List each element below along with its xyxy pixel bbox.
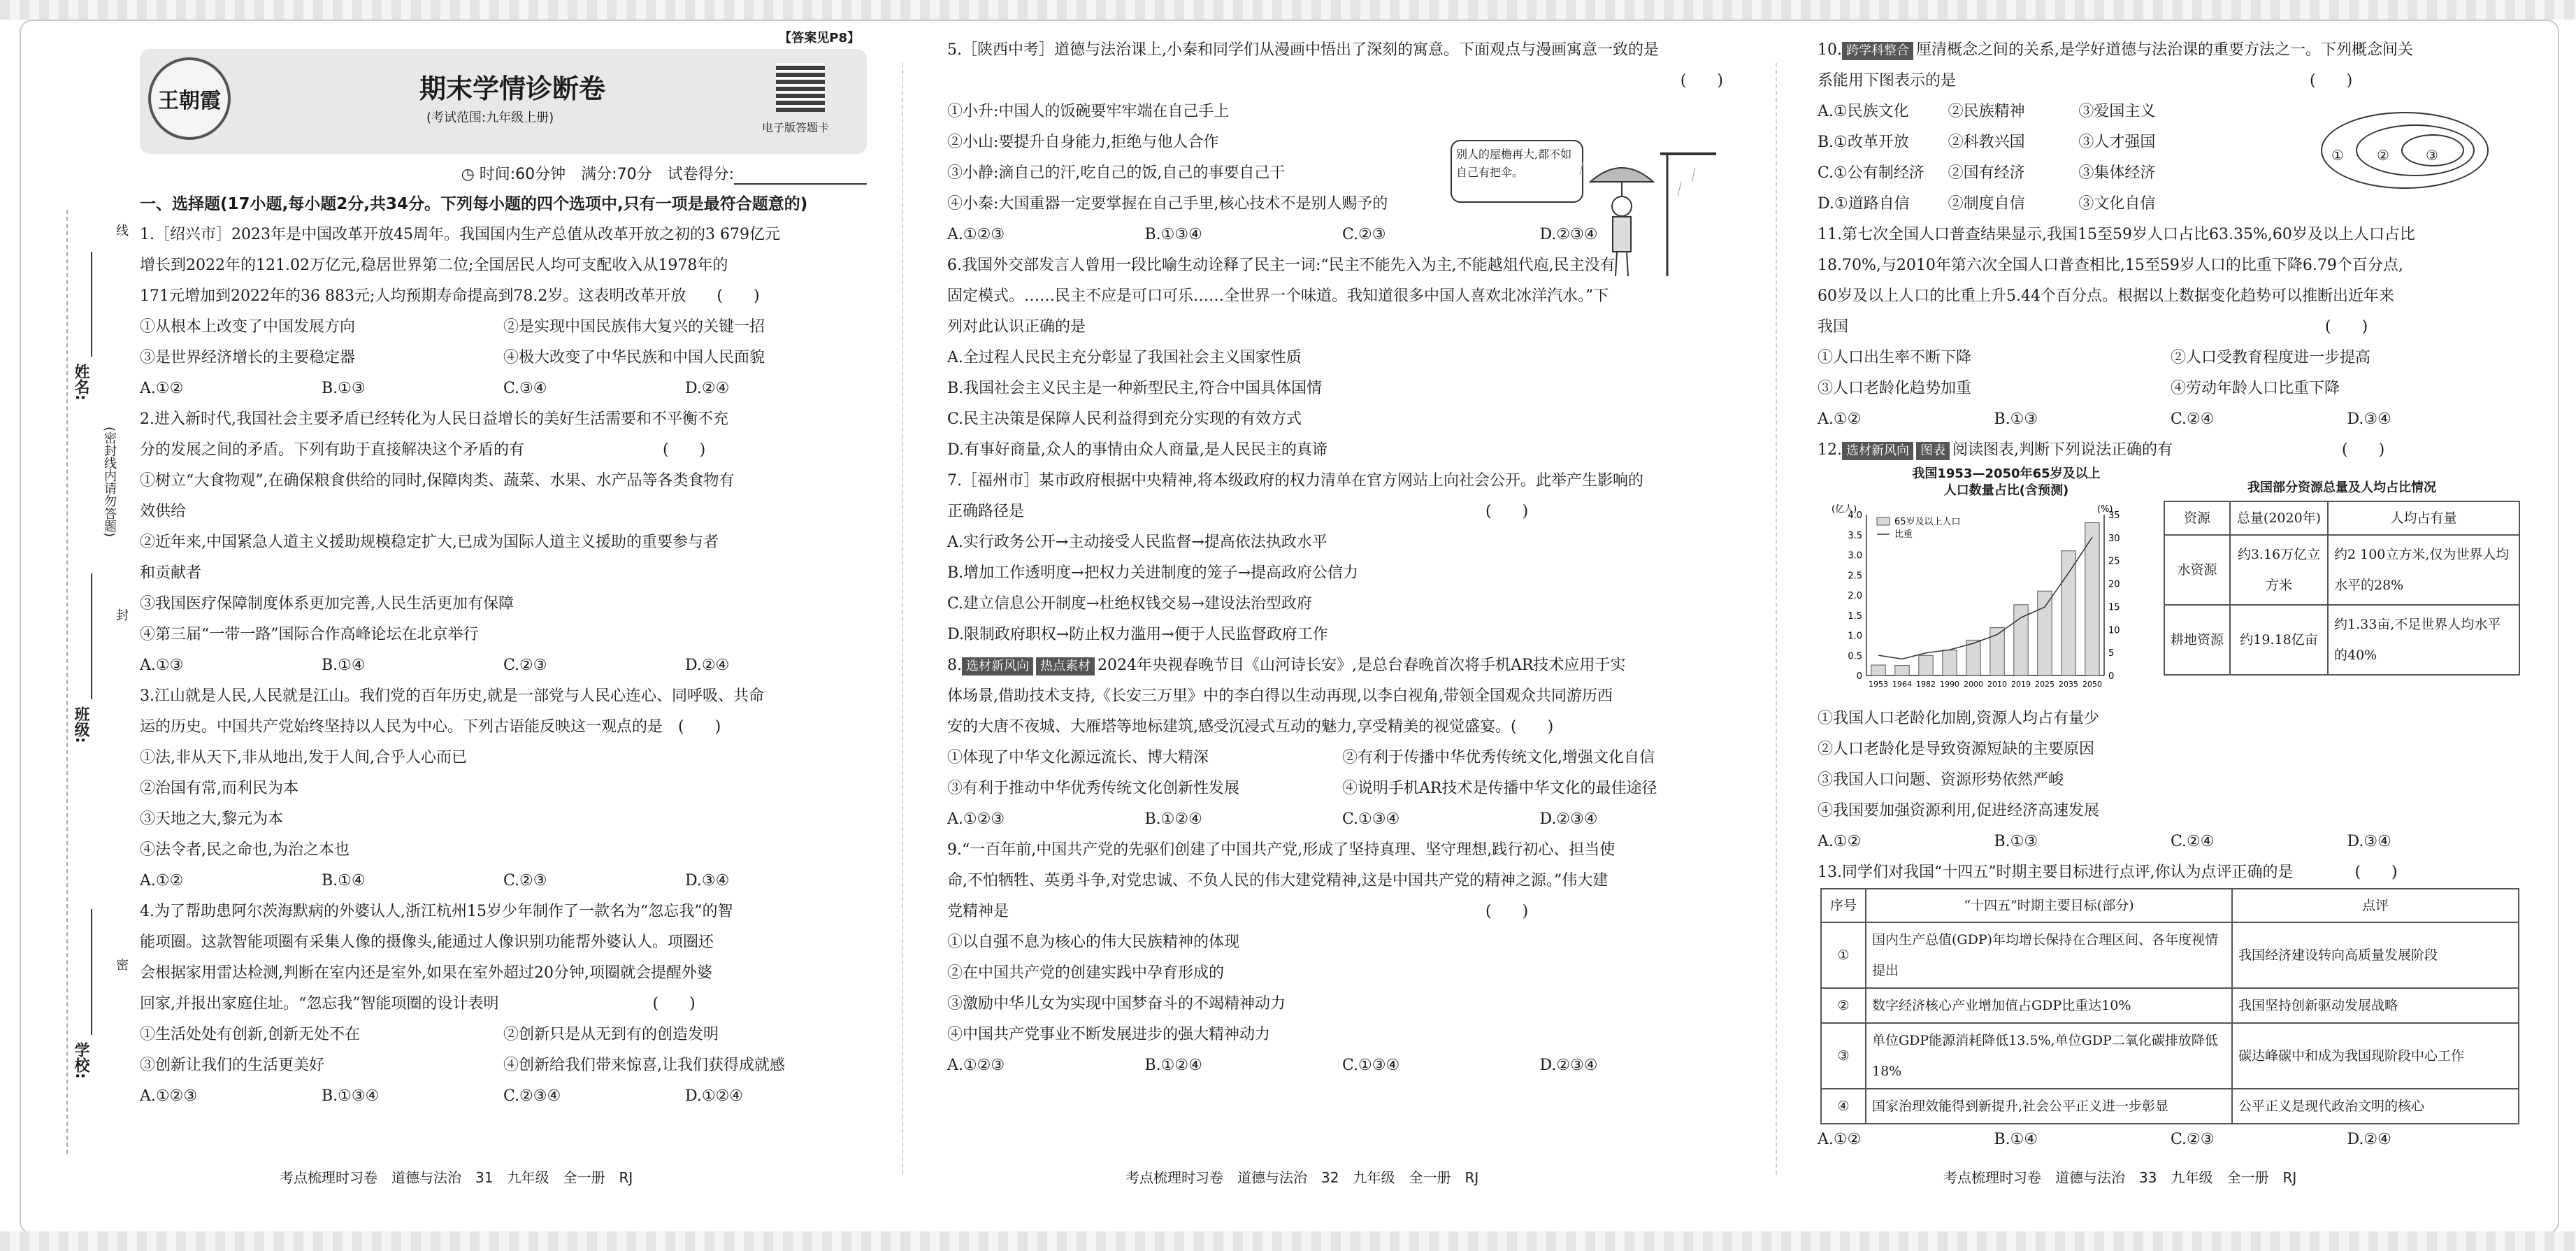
chart-title-line: 人口数量占比(含预测) bbox=[1943, 483, 2069, 498]
goals-table bbox=[1820, 888, 2519, 1124]
school-blank[interactable] bbox=[91, 909, 92, 1035]
stem-line: 1.［绍兴市］2023年是中国改革开放45周年。我国国内生产总值从改革开放之初的3 679亿元 bbox=[140, 226, 780, 243]
question-5 bbox=[947, 35, 1737, 250]
stem-line: 列对此认识正确的是 bbox=[947, 318, 1086, 336]
seal-mi: 线 bbox=[114, 224, 129, 236]
q8-number: 8. bbox=[947, 657, 962, 674]
statement: ③人口老龄化趋势加重 bbox=[1818, 380, 1972, 397]
y-tick-label: 1.0 bbox=[1848, 631, 1862, 642]
x-tick-label: 2019 bbox=[2011, 680, 2031, 689]
name-blank[interactable] bbox=[91, 252, 92, 357]
y-tick-label: 0.5 bbox=[1848, 651, 1862, 662]
question-1 bbox=[140, 220, 867, 404]
statement: ②人口受教育程度进一步提高 bbox=[2171, 349, 2371, 366]
table-cell: 耕地资源 bbox=[2164, 605, 2230, 675]
top-border bbox=[0, 0, 2576, 20]
x-tick-label: 2035 bbox=[2059, 680, 2078, 689]
statement: ③我国人口问题、资源形势依然严峻 bbox=[1818, 771, 2064, 789]
stem-line: 固定模式。……民主不应是可口可乐……全世界一个味道。我知道很多中国人喜欢北冰洋汽水。”下 bbox=[947, 287, 1609, 305]
question-11 bbox=[1818, 220, 2524, 435]
stem-line: 我国 ( ) bbox=[1818, 318, 2368, 336]
qr-code-icon[interactable] bbox=[776, 63, 825, 112]
chart-title bbox=[1859, 466, 2153, 499]
figure-area bbox=[1818, 466, 2524, 703]
choice-a[interactable]: A.①②③ bbox=[947, 226, 1005, 243]
choice-d[interactable]: D.②④ bbox=[685, 380, 730, 397]
option-a-item: ②民族精神 bbox=[1948, 103, 2025, 120]
table-cell: 约2 100立方米,仅为世界人均水平的28% bbox=[2328, 535, 2519, 605]
speech-bubble: 别人的屋檐再大,都不如自己有把伞。 bbox=[1451, 140, 1583, 203]
choice-a[interactable]: A.①②③ bbox=[947, 1057, 1005, 1074]
choice-a[interactable]: A.①② bbox=[1818, 833, 1862, 850]
statement: ④我国要加强资源利用,促进经济高速发展 bbox=[1818, 802, 2099, 820]
stem-line: 5.［陕西中考］道德与法治课上,小秦和同学们从漫画中悟出了深刻的寓意。下面观点与漫画寓意一致的是 bbox=[947, 41, 1659, 59]
choice-a[interactable]: A.①②③ bbox=[140, 1087, 198, 1105]
seal-line bbox=[66, 210, 68, 1154]
statement: ④极大改变了中华民族和中国人民面貌 bbox=[503, 349, 765, 366]
stem-line: 2024年央视春晚节目《山河诗长安》,是总台春晚首次将手机AR技术应用于实 bbox=[1098, 657, 1626, 674]
statement: ③激励中华儿女为实现中国梦奋斗的不竭精神动力 bbox=[947, 995, 1286, 1013]
question-4 bbox=[140, 896, 867, 1112]
legend-label: 65岁及以上人口 bbox=[1894, 517, 1961, 527]
y-tick-label: 1.5 bbox=[1848, 610, 1862, 622]
statement: ①树立“大食物观”,在确保粮食供给的同时,保障肉类、蔬菜、水果、水产品等各类食物有 bbox=[140, 472, 735, 489]
stem-line: 60岁及以上人口的比重上升5.44个百分点。根据以上数据变化趋势可以推断出近年来 bbox=[1818, 287, 2394, 305]
table-cell: 国家治理效能得到新提升,社会公平正义进一步彰显 bbox=[1866, 1089, 2232, 1124]
statement: ③创新让我们的生活更美好 bbox=[140, 1057, 325, 1074]
question-7 bbox=[947, 466, 1737, 650]
exam-meta bbox=[140, 161, 867, 189]
statement: ①生活处处有创新,创新无处不在 bbox=[140, 1026, 360, 1043]
choice-b[interactable]: B.增加工作透明度→把权力关进制度的笼子→提高政府公信力 bbox=[947, 564, 1359, 582]
page-footer: 考点梳理时习卷 道德与法治 32 九年级 全一册 RJ bbox=[1125, 1169, 1479, 1186]
school-label: 学校: bbox=[72, 1042, 89, 1079]
option-b-item: ②科教兴国 bbox=[1948, 134, 2025, 151]
y2-tick-label: 25 bbox=[2108, 556, 2120, 567]
statement: ③我国医疗保障制度体系更加完善,人民生活更加有保障 bbox=[140, 595, 514, 613]
choice-d[interactable]: D.③④ bbox=[2347, 833, 2391, 850]
statement: ②有利于传播中华优秀传统文化,增强文化自信 bbox=[1342, 749, 1655, 766]
statement: ④法令者,民之命也,为治之本也 bbox=[140, 841, 350, 859]
choice-b[interactable]: B.我国社会主义民主是一种新型民主,符合中国具体国情 bbox=[947, 380, 1323, 397]
question-3 bbox=[140, 681, 867, 896]
y-tick-label: 2.0 bbox=[1848, 591, 1862, 601]
choice-c[interactable]: C.②③ bbox=[1342, 226, 1386, 243]
stem-line: 能项圈。这款智能项圈有采集人像的摄像头,能通过人像识别功能帮外婆认人。项圈还 bbox=[140, 934, 714, 951]
page-31 bbox=[140, 31, 867, 1196]
x-tick-label: 2025 bbox=[2035, 680, 2055, 689]
statement: ①人口出生率不断下降 bbox=[1818, 349, 1972, 366]
stem-line: 4.为了帮助患阿尔茨海默病的外婆认人,浙江杭州15岁少年制作了一款名为“忽忘我”的智 bbox=[140, 903, 733, 920]
table-cell: ① bbox=[1821, 922, 1866, 988]
venn-label: ① bbox=[2331, 147, 2344, 164]
question-9 bbox=[947, 835, 1737, 1081]
bar bbox=[2061, 551, 2075, 675]
option-b-item: ③人才强国 bbox=[2078, 134, 2156, 151]
choice-c[interactable]: C.③④ bbox=[503, 380, 547, 397]
venn-label: ② bbox=[2377, 147, 2389, 164]
question-6 bbox=[947, 250, 1737, 466]
statement: ①从根本上改变了中国发展方向 bbox=[140, 318, 356, 336]
table-header: 资源 bbox=[2164, 501, 2230, 535]
stem-line: 13.同学们对我国“十四五”时期主要目标进行点评,你认为点评正确的是 ( ) bbox=[1818, 864, 2398, 881]
table-cell: 公平正义是现代政治文明的核心 bbox=[2232, 1089, 2519, 1124]
stem-line: 增长到2022年的121.02万亿元,稳居世界第二位;全国居民人均可支配收入从1978年的 bbox=[140, 257, 728, 274]
stem-line: 体场景,借助技术支持,《长安三万里》中的李白得以生动再现,以李白视角,带领全国观众共同游历西 bbox=[947, 687, 1613, 705]
choice-d[interactable]: D.②④ bbox=[2347, 1131, 2391, 1148]
table-header: 总量(2020年) bbox=[2230, 501, 2328, 535]
statement: ②是实现中国民族伟大复兴的关键一招 bbox=[503, 318, 765, 336]
y2-tick-label: 0 bbox=[2108, 671, 2115, 682]
choice-b[interactable]: B.①④ bbox=[1994, 1131, 2038, 1148]
option-c-item[interactable]: C.①公有制经济 bbox=[1818, 164, 1924, 182]
stem-line: 7.［福州市］某市政府根据中央精神,将本级政府的权力清单在官方网站上向社会公开。此举产生影响的 bbox=[947, 472, 1643, 489]
option-d-item[interactable]: D.①道路自信 bbox=[1818, 195, 1910, 213]
y-tick-label: 3.5 bbox=[1848, 530, 1862, 541]
statement: ①我国人口老龄化加剧,资源人均占有量少 bbox=[1818, 710, 2099, 727]
y2-tick-label: 5 bbox=[2108, 648, 2115, 659]
stem-line: 安的大唐不夜城、大雁塔等地标建筑,感受沉浸式互动的魅力,享受精美的视觉盛宴。( ) bbox=[947, 718, 1554, 736]
choice-d[interactable]: D.②③④ bbox=[1539, 810, 1598, 828]
table-cell: 约3.16万亿立方米 bbox=[2230, 535, 2328, 605]
choice-b[interactable]: B.①③④ bbox=[322, 1087, 380, 1105]
statement: ④小秦:大国重器一定要掌握在自己手里,核心技术不是别人赐予的 bbox=[947, 195, 1388, 213]
stem-line: 2.进入新时代,我国社会主要矛盾已经转化为人民日益增长的美好生活需要和不平衡不充 bbox=[140, 410, 728, 428]
stem-line: 系能用下图表示的是 ( ) bbox=[1818, 72, 2353, 90]
table-header: 人均占有量 bbox=[2328, 501, 2519, 535]
y2-tick-label: 35 bbox=[2108, 510, 2120, 521]
page-32 bbox=[947, 35, 1737, 1196]
table-cell: 我国坚持创新驱动发展战略 bbox=[2232, 988, 2519, 1023]
statement: ②在中国共产党的创建实践中孕育形成的 bbox=[947, 964, 1225, 982]
page-footer: 考点梳理时习卷 道德与法治 31 九年级 全一册 RJ bbox=[280, 1169, 633, 1186]
statement: ③是世界经济增长的主要稳定器 bbox=[140, 349, 356, 366]
x-tick-label: 2050 bbox=[2082, 680, 2102, 689]
choice-b[interactable]: B.①②④ bbox=[1144, 810, 1202, 828]
choice-c[interactable]: C.①③④ bbox=[1342, 810, 1400, 828]
choice-d[interactable]: D.有事好商量,众人的事情由众人商量,是人民民主的真谛 bbox=[947, 441, 1327, 459]
table-header: 点评 bbox=[2232, 889, 2519, 922]
question-2 bbox=[140, 404, 867, 681]
choice-a[interactable]: A.①② bbox=[140, 872, 184, 889]
x-tick-label: 2010 bbox=[1987, 680, 2007, 689]
stem-line: 正确路径是 ( ) bbox=[947, 503, 1529, 520]
meta-text: 时间:60分钟 满分:70分 试卷得分: bbox=[479, 166, 734, 183]
option-c-item: ②国有经济 bbox=[1948, 164, 2025, 182]
cartoon bbox=[1451, 140, 1716, 280]
y2-tick-label: 10 bbox=[2108, 625, 2120, 636]
statement: ①以自强不息为核心的伟大民族精神的体现 bbox=[947, 934, 1240, 951]
ratio-line bbox=[1878, 537, 2092, 659]
choice-d[interactable]: D.③④ bbox=[685, 872, 730, 889]
choice-b[interactable]: B.①②④ bbox=[1144, 1057, 1202, 1074]
bar bbox=[1943, 650, 1957, 675]
stem-line: 11.第七次全国人口普查结果显示,我国15至59岁人口占比63.35%,60岁及以上人口占比 bbox=[1818, 226, 2415, 243]
table-cell: ④ bbox=[1821, 1089, 1866, 1124]
table-cell: 碳达峰碳中和成为我国现阶段中心工作 bbox=[2232, 1023, 2519, 1089]
option-d-item: ②制度自信 bbox=[1948, 195, 2025, 213]
choice-c[interactable]: C.②④ bbox=[2171, 833, 2215, 850]
class-blank[interactable] bbox=[91, 573, 92, 699]
choice-c[interactable]: C.②③ bbox=[503, 657, 547, 674]
stem-line: 6.我国外交部发言人曾用一段比喻生动诠释了民主一词:“民主不能先入为主,不能越俎代庖,民主没有 bbox=[947, 257, 1616, 274]
choice-d[interactable]: D.②③④ bbox=[1539, 1057, 1598, 1074]
y-tick-label: 0 bbox=[1856, 671, 1862, 682]
table-header: 序号 bbox=[1821, 889, 1866, 922]
qr-label: 电子版答题卡 bbox=[762, 121, 830, 134]
option-d-item: ③文化自信 bbox=[2078, 195, 2156, 213]
stem-line: 回家,并报出家庭住址。“忽忘我”智能项圈的设计表明 ( ) bbox=[140, 995, 696, 1013]
chart-title-line: 我国1953—2050年65岁及以上 bbox=[1912, 466, 2101, 481]
score-blank[interactable] bbox=[734, 165, 867, 185]
statement: ②小山:要提升自身能力,拒绝与他人合作 bbox=[947, 134, 1219, 151]
section-heading: 一、选择题(17小题,每小题2分,共34分。下列每小题的四个选项中,只有一项是最符合题意的) bbox=[140, 195, 808, 213]
table-cell: ② bbox=[1821, 988, 1866, 1023]
class-label: 班级: bbox=[72, 706, 89, 743]
x-tick-label: 1953 bbox=[1869, 680, 1888, 689]
page-title: 期末学情诊断卷 bbox=[419, 73, 606, 104]
choice-c[interactable]: C.②③④ bbox=[503, 1087, 561, 1105]
stem-line: 18.70%,与2010年第六次全国人口普查相比,15至59岁人口的比重下降6.79个百分点, bbox=[1818, 257, 2403, 274]
stem-line: 9.“一百年前,中国共产党的先驱们创建了中国共产党,形成了坚持真理、坚守理想,践行初心、担当使 bbox=[947, 841, 1616, 859]
statement: ①体现了中华文化源远流长、博大精深 bbox=[947, 749, 1209, 766]
statement: ④中国共产党事业不断发展进步的强大精神动力 bbox=[947, 1026, 1271, 1043]
umbrella-figure-icon bbox=[1451, 140, 1716, 280]
statement: 和贡献者 bbox=[140, 564, 202, 582]
option-a-item: ③爱国主义 bbox=[2078, 103, 2156, 120]
choice-a[interactable]: A.①② bbox=[1818, 410, 1862, 428]
tag-badge: 图表 bbox=[1916, 442, 1950, 460]
y2-tick-label: 30 bbox=[2108, 533, 2120, 544]
bar bbox=[1966, 640, 1980, 675]
option-c-item: ③集体经济 bbox=[2078, 164, 2156, 182]
tag-badge: 热点素材 bbox=[1036, 657, 1095, 675]
choice-a[interactable]: A.①② bbox=[140, 380, 184, 397]
choice-c[interactable]: C.②③ bbox=[503, 872, 547, 889]
statement: ②人口老龄化是导致资源短缺的主要原因 bbox=[1818, 741, 2095, 758]
choice-c[interactable]: C.②④ bbox=[2171, 410, 2215, 428]
stem-line: 厘清概念之间的关系,是学好道德与法治课的重要方法之一。下列概念间关 bbox=[1916, 41, 2413, 59]
stem-line: 分的发展之间的矛盾。下列有助于直接解决这个矛盾的有 ( ) bbox=[140, 441, 706, 459]
column-divider bbox=[1776, 63, 1777, 1175]
stem-line: 3.江山就是人民,人民就是江山。我们党的百年历史,就是一部党与人民心连心、同呼吸、共命 bbox=[140, 687, 764, 705]
statement: ④创新给我们带来惊喜,让我们获得成就感 bbox=[503, 1057, 785, 1074]
question-13 bbox=[1818, 857, 2524, 1155]
stem-line: 171元增加到2022年的36 883元;人均预期寿命提高到78.2岁。这表明改革开放 ( ) bbox=[140, 287, 760, 305]
answer-ref: 【答案见P8】 bbox=[779, 31, 860, 45]
choice-d[interactable]: D.③④ bbox=[2347, 410, 2391, 428]
table-title: 我国部分资源总量及人均占比情况 bbox=[2247, 480, 2436, 495]
bottom-border bbox=[0, 1231, 2576, 1251]
exam-header bbox=[140, 31, 867, 154]
statement: ③天地之大,黎元为本 bbox=[140, 810, 283, 828]
table-cell: 国内生产总值(GDP)年均增长保持在合理区间、各年度视情提出 bbox=[1866, 922, 2232, 988]
legend-label: 比重 bbox=[1894, 529, 1913, 540]
page-33 bbox=[1818, 35, 2524, 1196]
choice-b[interactable]: B.①③④ bbox=[1144, 226, 1202, 243]
venn-label: ③ bbox=[2426, 147, 2438, 164]
q12-number: 12. bbox=[1818, 441, 1842, 459]
choice-c[interactable]: C.民主决策是保障人民利益得到充分实现的有效方式 bbox=[947, 410, 1302, 428]
stem-line: 党精神是 ( ) bbox=[947, 903, 1529, 920]
choice-a[interactable]: A.①③ bbox=[140, 657, 184, 674]
question-12 bbox=[1818, 435, 2524, 857]
column-divider bbox=[902, 63, 903, 1175]
table-cell: 我国经济建设转向高质量发展阶段 bbox=[2232, 922, 2519, 988]
statement: ③小静:滴自己的汗,吃自己的饭,自己的事要自己干 bbox=[947, 164, 1286, 182]
x-tick-label: 1964 bbox=[1892, 680, 1912, 689]
nested-venn-diagram bbox=[2321, 112, 2489, 189]
choice-b[interactable]: B.①④ bbox=[322, 872, 366, 889]
choice-b[interactable]: B.①③ bbox=[1994, 410, 2038, 428]
question-8 bbox=[947, 650, 1737, 835]
question-10 bbox=[1818, 35, 2524, 220]
seal-note: (密封线内请勿答题) bbox=[102, 427, 117, 538]
choice-c[interactable]: C.①③④ bbox=[1342, 1057, 1400, 1074]
y-tick-label: 2.5 bbox=[1848, 571, 1862, 582]
y-tick-label: 4.0 bbox=[1848, 510, 1862, 521]
statement: 效供给 bbox=[140, 503, 187, 520]
statement: ②治国有常,而利民为本 bbox=[140, 780, 298, 797]
option-b-item[interactable]: B.①改革开放 bbox=[1818, 134, 1909, 151]
page-footer: 考点梳理时习卷 道德与法治 33 九年级 全一册 RJ bbox=[1943, 1169, 2297, 1186]
bar bbox=[2038, 591, 2052, 675]
statement: ④第三届“一带一路”国际合作高峰论坛在北京举行 bbox=[140, 626, 479, 643]
choice-d[interactable]: D.限制政府职权→防止权力滥用→便于人民监督政府工作 bbox=[947, 626, 1328, 643]
bar bbox=[1919, 655, 1933, 675]
table-cell: 约19.18亿亩 bbox=[2230, 605, 2328, 675]
y2-unit-label: (%) bbox=[2097, 504, 2113, 515]
exam-scope: (考试范围:九年级上册) bbox=[426, 110, 554, 125]
choice-c[interactable]: C.②③ bbox=[2171, 1131, 2215, 1148]
table-header: “十四五”时期主要目标(部分) bbox=[1866, 889, 2232, 922]
statement: ④劳动年龄人口比重下降 bbox=[2171, 380, 2340, 397]
choice-d[interactable]: D.②④ bbox=[685, 657, 730, 674]
statement: ①法,非从天下,非从地出,发于人间,合乎人心而已 bbox=[140, 749, 467, 766]
table-cell: 约1.33亩,不足世界人均水平的40% bbox=[2328, 605, 2519, 675]
statement: ②近年来,中国紧急人道主义援助规模稳定扩大,已成为国际人道主义援助的重要参与者 bbox=[140, 534, 719, 551]
population-chart bbox=[1825, 501, 2153, 703]
choice-d[interactable]: D.①②④ bbox=[685, 1087, 744, 1105]
statement: ④说明手机AR技术是传播中华文化的最佳途径 bbox=[1342, 780, 1657, 797]
legend-swatch bbox=[1877, 517, 1890, 525]
choice-b[interactable]: B.①③ bbox=[322, 380, 366, 397]
choice-a[interactable]: A.实行政务公开→主动接受人民监督→提高依法执政水平 bbox=[947, 534, 1327, 551]
resource-table bbox=[2164, 501, 2520, 675]
bar bbox=[1895, 666, 1909, 675]
seal-feng: 封 bbox=[114, 608, 129, 621]
x-tick-label: 1990 bbox=[1940, 680, 1959, 689]
x-tick-label: 2000 bbox=[1964, 680, 1983, 689]
x-tick-label: 1982 bbox=[1916, 680, 1936, 689]
y-unit-label: (亿人) bbox=[1832, 504, 1857, 515]
statement: ②创新只是从无到有的创造发明 bbox=[503, 1026, 719, 1043]
stem-line: 命,不怕牺牲、英勇斗争,对党忠诚、不负人民的伟大建党精神,这是中国共产党的精神之源。”伟大建 bbox=[947, 872, 1609, 889]
choice-b[interactable]: B.①③ bbox=[1994, 833, 2038, 850]
table-cell: 水资源 bbox=[2164, 535, 2230, 605]
bar bbox=[1871, 665, 1885, 675]
stem-line: 会根据家用雷达检测,判断在室内还是室外,如果在室外超过20分钟,项圈就会提醒外婆 bbox=[140, 964, 712, 982]
q10-number: 10. bbox=[1818, 41, 1842, 59]
seal-mi2: 密 bbox=[114, 958, 129, 971]
y-tick-label: 3.0 bbox=[1848, 550, 1862, 562]
stem-line: 阅读图表,判断下列说法正确的有 ( ) bbox=[1952, 441, 2385, 459]
answer-paren: ( ) bbox=[1680, 72, 1723, 90]
tag-badge: 跨学科整合 bbox=[1842, 42, 1913, 60]
choice-a[interactable]: A.全过程人民民主充分彰显了我国社会主义国家性质 bbox=[947, 349, 1302, 366]
y2-tick-label: 15 bbox=[2108, 602, 2120, 613]
stem-line: 运的历史。中国共产党始终坚持以人民为中心。下列古语能反映这一观点的是 ( ) bbox=[140, 718, 721, 736]
choice-b[interactable]: B.①④ bbox=[322, 657, 366, 674]
tag-badge: 选材新风向 bbox=[962, 657, 1033, 675]
choice-a[interactable]: A.①②③ bbox=[947, 810, 1005, 828]
brand-logo: 王朝霞 bbox=[148, 57, 231, 140]
tag-badge: 选材新风向 bbox=[1842, 442, 1913, 460]
statement: ③有利于推动中华优秀传统文化创新性发展 bbox=[947, 780, 1240, 797]
choice-c[interactable]: C.建立信息公开制度→杜绝权钱交易→建设法治型政府 bbox=[947, 595, 1312, 613]
y2-tick-label: 20 bbox=[2108, 579, 2120, 590]
table-cell: 单位GDP能源消耗降低13.5%,单位GDP二氧化碳排放降低18% bbox=[1866, 1023, 2232, 1089]
option-a-item[interactable]: A.①民族文化 bbox=[1818, 103, 1909, 120]
choice-d[interactable]: D.②③④ bbox=[1539, 226, 1598, 243]
statement: ①小升:中国人的饭碗要牢牢端在自己手上 bbox=[947, 103, 1230, 120]
name-label: 姓名: bbox=[72, 364, 89, 401]
clock-icon: ◷ bbox=[461, 166, 480, 183]
table-cell: ③ bbox=[1821, 1023, 1866, 1089]
table-cell: 数字经济核心产业增加值占GDP比重达10% bbox=[1866, 988, 2232, 1023]
choice-a[interactable]: A.①② bbox=[1818, 1131, 1862, 1148]
